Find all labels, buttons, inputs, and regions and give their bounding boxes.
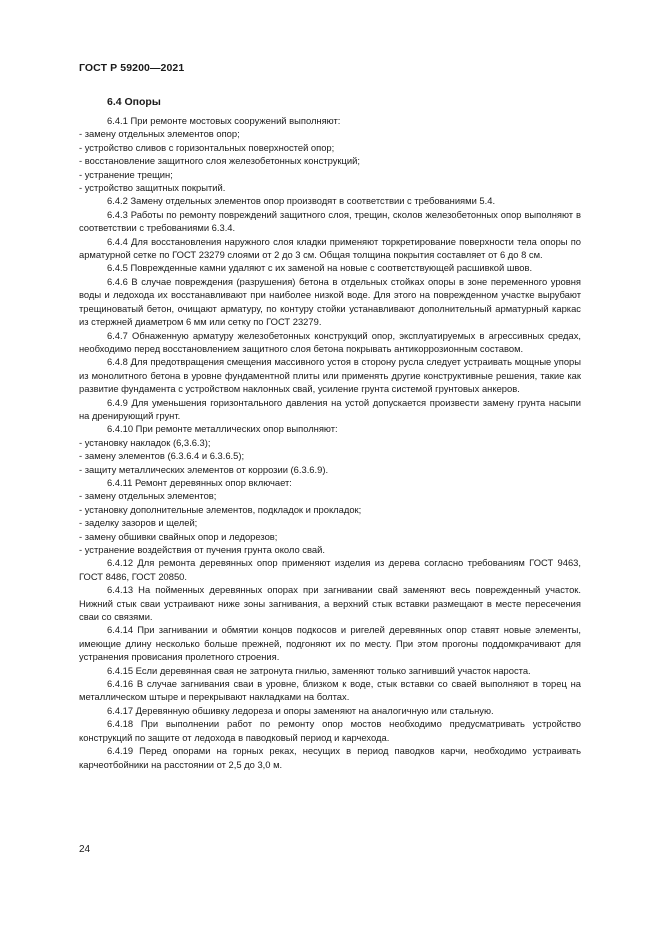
list-item: - замену элементов (6.3.6.4 и 6.3.6.5); bbox=[79, 450, 245, 462]
paragraph: 6.4.4 Для восстановления наружного слоя кладки применяют торкретирование поверхности тела опоры по арматурной сетке по ГОСТ 23279 слоями от 2 до 3 см. Общая толщина покрытия составляет от 6 до 8 см. bbox=[79, 235, 581, 261]
list-item: - устройство сливов с горизонтальных поверхностей опор; bbox=[79, 141, 335, 153]
paragraph: 6.4.7 Обнаженную арматуру железобетонных конструкций опор, эксплуатируемых в агрессивных средах, необходимо перед восстановлением защитного слоя бетона покрывать антикоррозионным составом. bbox=[79, 329, 581, 354]
paragraph: 6.4.14 При загнивании и обмятии концов подкосов и ригелей деревянных опор ставят новые элементы, имеющие длину несколько больше прежней, подгоняют их по месту. При этом прогоны поддомкрачивают для устранения провисания пролетного строения. bbox=[79, 624, 581, 663]
list-item: - установку накладок (6,3.6.3); bbox=[79, 436, 211, 448]
list-item: - замену отдельных элементов опор; bbox=[79, 128, 240, 140]
body-text bbox=[79, 114, 581, 771]
list-item: - замену обшивки свайных опор и ледорезов; bbox=[79, 530, 278, 542]
paragraph: 6.4.6 В случае повреждения (разрушения) бетона в отдельных стойках опоры в зоне переменного уровня воды и ледохода их восстанавливают при наиболее низкой воде. Для этого на поврежденном участке вырубают трещиноватый бетон, очищают арматуру, по контуру стойки устанавливают дополнительный арматурный каркас из стержней диаметром 6 мм или сетку по ГОСТ 23279. bbox=[79, 275, 581, 328]
paragraph: 6.4.8 Для предотвращения смещения массивного устоя в сторону русла следует устраивать мощные упоры из монолитного бетона в уровне фундаментной плиты или применять другие конструктивные решения, такие как развитие фундамента с устройством наклонных свай, усиление грунта системой грунтовых анкеров. bbox=[79, 356, 581, 395]
paragraph: 6.4.5 Поврежденные камни удаляют с их заменой на новые с соответствующей расшивкой швов. bbox=[107, 262, 533, 274]
paragraph: 6.4.10 При ремонте металлических опор выполняют: bbox=[107, 423, 338, 435]
document-code-header: ГОСТ Р 59200—2021 bbox=[79, 62, 185, 74]
list-item: - установку дополнительные элементов, подкладок и прокладок; bbox=[79, 503, 362, 515]
list-item: - замену отдельных элементов; bbox=[79, 490, 217, 502]
paragraph: 6.4.11 Ремонт деревянных опор включает: bbox=[107, 476, 292, 488]
paragraph: 6.4.17 Деревянную обшивку ледореза и опоры заменяют на аналогичную или стальную. bbox=[107, 704, 494, 716]
paragraph: 6.4.18 При выполнении работ по ремонту опор мостов необходимо предусматривать устройство конструкций по защите от ледохода в паводковый период и карчехода. bbox=[79, 718, 581, 743]
paragraph: 6.4.1 При ремонте мостовых сооружений выполняют: bbox=[107, 115, 341, 126]
paragraph: 6.4.19 Перед опорами на горных реках, несущих в период паводков карчи, необходимо устраивать карчеотбойники на расстоянии от 2,5 до 3,0 м. bbox=[79, 745, 581, 770]
list-item: - защиту металлических элементов от коррозии (6.3.6.9). bbox=[79, 463, 329, 475]
list-item: - заделку зазоров и щелей; bbox=[79, 517, 198, 529]
paragraph: 6.4.16 В случае загнивания сваи в уровне, близком к воде, стык вставки со сваей выполняют в торец на металлическом штыре и перекрывают накладками на болтах. bbox=[79, 678, 581, 703]
section-title: 6.4 Опоры bbox=[107, 96, 161, 108]
paragraph: 6.4.12 Для ремонта деревянных опор применяют изделия из дерева согласно требованиям ГОСТ 9463, ГОСТ 8486, ГОСТ 20850. bbox=[79, 557, 581, 582]
paragraph: 6.4.13 На пойменных деревянных опорах при загнивании свай заменяют весь поврежденный участок. Нижний стык сваи устраивают ниже зоны загнивания, а верхний стык вставки размещают в месте пересечения сваи со связями. bbox=[79, 584, 581, 623]
list-item: - устранение воздействия от пучения грунта около свай. bbox=[79, 544, 325, 555]
paragraph: 6.4.15 Если деревянная свая не затронута гнилью, заменяют только загнивший участок нароста. bbox=[107, 664, 531, 676]
page-number: 24 bbox=[79, 844, 91, 855]
list-item: - устранение трещин; bbox=[79, 168, 173, 180]
list-item: - устройство защитных покрытий. bbox=[79, 182, 226, 194]
list-item: - восстановление защитного слоя железобетонных конструкций; bbox=[79, 155, 360, 167]
paragraph: 6.4.2 Замену отдельных элементов опор производят в соответствии с требованиями 5.4. bbox=[107, 195, 496, 207]
paragraph: 6.4.9 Для уменьшения горизонтального давления на устой допускается произвести замену грунта насыпи на дренирующий грунт. bbox=[79, 396, 581, 421]
paragraph: 6.4.3 Работы по ремонту повреждений защитного слоя, трещин, сколов железобетонных опор выполняют в соответствии с требованиями 6.3.4. bbox=[79, 208, 581, 234]
